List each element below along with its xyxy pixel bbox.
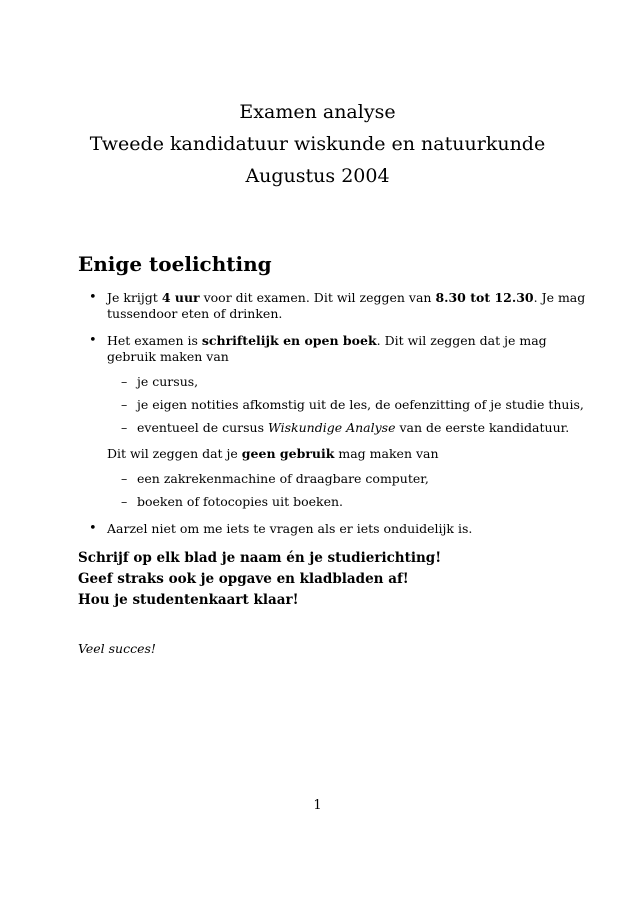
allowed-item-3-course: Wiskundige Analyse [268,420,396,435]
bullet-duration-text-3: . Je mag tussendoor eten of drinken. [107,290,586,321]
bullet-duration-text-2: voor dit examen. Dit wil zeggen van [199,290,436,305]
not-allowed-text-1: Dit wil zeggen dat je [107,446,242,461]
closing-line-3: Hou je studentenkaart klaar! [78,592,299,608]
allowed-item-3-text-1: eventueel de cursus [137,420,268,435]
bullet-questions-text: Aarzel niet om me iets te vragen als er iets onduidelijk is. [107,521,473,536]
bullet-questions [78,521,588,537]
bullet-exam-type-text-2: . Dit wil zeggen dat je mag gebruik maken van [107,333,547,364]
instructions-content [78,290,588,548]
title-line-1: Examen analyse [239,101,396,123]
not-allowed-item-1: – een zakrekenmachine of draagbare computer, [107,471,588,487]
bullet-exam-type [78,333,588,510]
bullet-exam-type-text-1: Het examen is [107,333,202,348]
not-allowed-intro [107,446,588,462]
closing-instructions [78,548,441,611]
allowed-item-3 [107,420,588,436]
not-allowed-text-2: mag maken van [334,446,439,461]
allowed-item-2: – je eigen notities afkomstig uit de les, de oefenzitting of je studie thuis, [107,397,588,413]
bullet-duration-hours: 4 uur [161,290,200,305]
instruction-list [78,290,588,537]
signoff: Veel succes! [78,641,156,656]
title-block [0,96,635,192]
page-number: 1 [313,798,322,813]
allowed-item-1: – je cursus, [107,374,588,390]
bullet-duration [78,290,588,322]
not-allowed-item-2: – boeken of fotocopies uit boeken. [107,494,588,510]
bullet-exam-type-bold: schriftelijk en open boek [201,333,377,348]
allowed-item-3-text-2: van de eerste kandidatuur. [395,420,570,435]
title-line-3: Augustus 2004 [245,165,390,187]
section-heading: Enige toelichting [78,252,272,276]
bullet-duration-time: 8.30 tot 12.30 [435,290,534,305]
not-allowed-list [107,471,588,510]
allowed-list [107,374,588,436]
closing-line-2: Geef straks ook je opgave en kladbladen af! [78,571,409,587]
closing-line-1: Schrijf op elk blad je naam én je studierichting! [78,550,442,566]
title-line-2: Tweede kandidatuur wiskunde en natuurkunde [89,133,546,155]
not-allowed-bold: geen gebruik [241,446,335,461]
bullet-duration-text-1: Je krijgt [107,290,162,305]
